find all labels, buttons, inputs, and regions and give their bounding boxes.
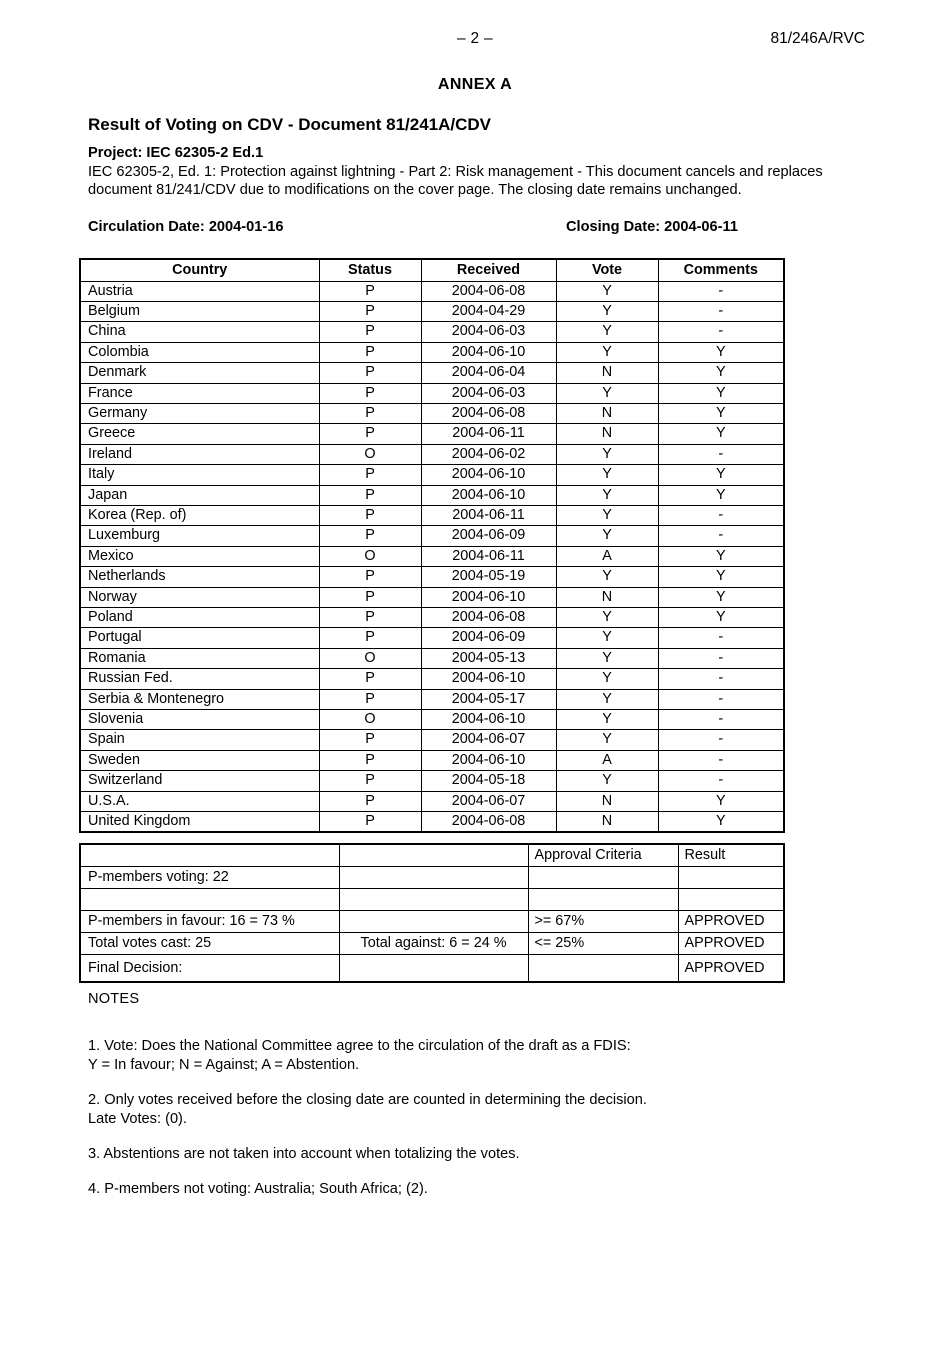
cell-country: Colombia xyxy=(80,342,319,362)
table-row xyxy=(80,424,784,444)
table-row xyxy=(80,342,784,362)
cell-country: Mexico xyxy=(80,546,319,566)
summary-cell-criteria xyxy=(528,955,678,983)
note-line: Late Votes: (0). xyxy=(88,1110,187,1127)
cell-vote: Y xyxy=(556,465,658,485)
cell-comments: - xyxy=(658,281,784,301)
cell-vote: Y xyxy=(556,301,658,321)
cell-comments: Y xyxy=(658,546,784,566)
cell-received: 2004-06-08 xyxy=(421,281,556,301)
note-item xyxy=(88,1091,848,1128)
voting-results-table xyxy=(79,258,785,833)
summary-cell-criteria: <= 25% xyxy=(528,933,678,955)
cell-comments: Y xyxy=(658,403,784,423)
table-row xyxy=(80,567,784,587)
cell-received: 2004-06-04 xyxy=(421,363,556,383)
cell-received: 2004-06-07 xyxy=(421,791,556,811)
cell-vote: Y xyxy=(556,485,658,505)
cell-status: P xyxy=(319,608,421,628)
cell-country: Denmark xyxy=(80,363,319,383)
table-row xyxy=(80,546,784,566)
table-header-row xyxy=(80,259,784,281)
cell-vote: Y xyxy=(556,322,658,342)
cell-vote: Y xyxy=(556,771,658,791)
cell-received: 2004-06-08 xyxy=(421,608,556,628)
table-row xyxy=(80,505,784,525)
cell-received: 2004-06-08 xyxy=(421,403,556,423)
column-header-status: Status xyxy=(319,259,421,281)
summary-cell-result: APPROVED xyxy=(678,955,784,983)
cell-status: P xyxy=(319,383,421,403)
cell-vote: N xyxy=(556,791,658,811)
column-header-country: Country xyxy=(80,259,319,281)
table-row xyxy=(80,363,784,383)
cell-country: Ireland xyxy=(80,444,319,464)
table-row xyxy=(80,322,784,342)
note-line: 1. Vote: Does the National Committee agree to the circulation of the draft as a FDIS: xyxy=(88,1038,631,1055)
summary-row xyxy=(80,844,784,867)
cell-comments: - xyxy=(658,689,784,709)
cell-vote: Y xyxy=(556,689,658,709)
cell-comments: - xyxy=(658,730,784,750)
cell-vote: Y xyxy=(556,281,658,301)
column-header-vote: Vote xyxy=(556,259,658,281)
cell-comments: - xyxy=(658,710,784,730)
table-row xyxy=(80,587,784,607)
cell-status: P xyxy=(319,771,421,791)
cell-comments: - xyxy=(658,505,784,525)
cell-received: 2004-06-08 xyxy=(421,812,556,833)
cell-status: P xyxy=(319,485,421,505)
notes-section xyxy=(88,990,848,1216)
cell-status: P xyxy=(319,301,421,321)
cell-vote: Y xyxy=(556,730,658,750)
cell-comments: Y xyxy=(658,608,784,628)
table-row xyxy=(80,730,784,750)
cell-received: 2004-05-13 xyxy=(421,648,556,668)
table-row xyxy=(80,608,784,628)
cell-received: 2004-06-09 xyxy=(421,526,556,546)
cell-status: O xyxy=(319,546,421,566)
document-id: 81/246A/RVC xyxy=(770,30,865,47)
summary-cell-mid xyxy=(339,911,528,933)
cell-received: 2004-06-03 xyxy=(421,322,556,342)
page-title: Result of Voting on CDV - Document 81/241A/CDV xyxy=(88,115,492,134)
cell-country: Belgium xyxy=(80,301,319,321)
cell-vote: Y xyxy=(556,648,658,668)
cell-received: 2004-06-10 xyxy=(421,342,556,362)
document-header xyxy=(0,30,950,52)
cell-comments: - xyxy=(658,444,784,464)
cell-comments: - xyxy=(658,526,784,546)
cell-vote: N xyxy=(556,403,658,423)
cell-vote: Y xyxy=(556,710,658,730)
cell-country: Italy xyxy=(80,465,319,485)
table-row xyxy=(80,710,784,730)
table-row xyxy=(80,771,784,791)
cell-received: 2004-05-17 xyxy=(421,689,556,709)
cell-status: P xyxy=(319,669,421,689)
cell-country: Switzerland xyxy=(80,771,319,791)
column-header-comments: Comments xyxy=(658,259,784,281)
cell-vote: Y xyxy=(556,383,658,403)
note-line: Y = In favour; N = Against; A = Abstention. xyxy=(88,1056,360,1073)
project-label: Project: IEC 62305-2 Ed.1 xyxy=(88,145,264,161)
cell-country: Slovenia xyxy=(80,710,319,730)
cell-comments: Y xyxy=(658,812,784,833)
cell-country: U.S.A. xyxy=(80,791,319,811)
cell-vote: N xyxy=(556,812,658,833)
cell-comments: Y xyxy=(658,485,784,505)
cell-status: P xyxy=(319,526,421,546)
cell-comments: - xyxy=(658,750,784,770)
summary-cell-label: P-members in favour: 16 = 73 % xyxy=(80,911,339,933)
cell-received: 2004-06-11 xyxy=(421,546,556,566)
summary-cell-result xyxy=(678,867,784,889)
cell-received: 2004-04-29 xyxy=(421,301,556,321)
cell-country: Spain xyxy=(80,730,319,750)
note-item xyxy=(88,1145,848,1163)
cell-status: P xyxy=(319,567,421,587)
table-row xyxy=(80,628,784,648)
summary-cell-label xyxy=(80,889,339,911)
note-line: 4. P-members not voting: Australia; South Africa; (2). xyxy=(88,1181,428,1198)
table-row xyxy=(80,281,784,301)
cell-comments: Y xyxy=(658,424,784,444)
cell-comments: - xyxy=(658,301,784,321)
table-row xyxy=(80,403,784,423)
circulation-date: Circulation Date: 2004-01-16 xyxy=(88,219,284,235)
cell-received: 2004-06-10 xyxy=(421,465,556,485)
cell-vote: Y xyxy=(556,608,658,628)
cell-status: P xyxy=(319,730,421,750)
page-number: – 2 – xyxy=(457,30,493,47)
summary-cell-mid xyxy=(339,844,528,867)
summary-row xyxy=(80,955,784,983)
cell-country: Portugal xyxy=(80,628,319,648)
table-row xyxy=(80,526,784,546)
project-block xyxy=(88,144,836,200)
cell-vote: Y xyxy=(556,669,658,689)
cell-received: 2004-06-02 xyxy=(421,444,556,464)
summary-cell-criteria xyxy=(528,889,678,911)
cell-vote: Y xyxy=(556,444,658,464)
cell-vote: Y xyxy=(556,526,658,546)
table-row xyxy=(80,485,784,505)
cell-vote: A xyxy=(556,546,658,566)
cell-comments: - xyxy=(658,771,784,791)
table-row xyxy=(80,383,784,403)
cell-country: Sweden xyxy=(80,750,319,770)
table-row xyxy=(80,648,784,668)
cell-status: P xyxy=(319,403,421,423)
cell-comments: - xyxy=(658,648,784,668)
dates-row xyxy=(88,219,788,235)
cell-vote: Y xyxy=(556,505,658,525)
cell-vote: Y xyxy=(556,567,658,587)
cell-status: P xyxy=(319,750,421,770)
note-line: 3. Abstentions are not taken into account when totalizing the votes. xyxy=(88,1146,520,1163)
cell-received: 2004-06-10 xyxy=(421,587,556,607)
cell-status: P xyxy=(319,424,421,444)
cell-received: 2004-06-11 xyxy=(421,505,556,525)
cell-country: Luxemburg xyxy=(80,526,319,546)
cell-country: United Kingdom xyxy=(80,812,319,833)
cell-comments: Y xyxy=(658,363,784,383)
cell-country: Norway xyxy=(80,587,319,607)
cell-vote: N xyxy=(556,424,658,444)
note-item xyxy=(88,1037,848,1074)
cell-comments: - xyxy=(658,322,784,342)
cell-country: China xyxy=(80,322,319,342)
cell-country: Netherlands xyxy=(80,567,319,587)
cell-comments: Y xyxy=(658,791,784,811)
summary-row xyxy=(80,911,784,933)
cell-country: Greece xyxy=(80,424,319,444)
cell-status: P xyxy=(319,628,421,648)
cell-received: 2004-06-03 xyxy=(421,383,556,403)
cell-comments: Y xyxy=(658,383,784,403)
summary-cell-criteria xyxy=(528,867,678,889)
annex-title: ANNEX A xyxy=(437,76,513,93)
summary-cell-criteria: >= 67% xyxy=(528,911,678,933)
cell-status: O xyxy=(319,710,421,730)
cell-received: 2004-05-18 xyxy=(421,771,556,791)
column-header-received: Received xyxy=(421,259,556,281)
notes-heading: NOTES xyxy=(88,991,140,1007)
project-description: IEC 62305-2, Ed. 1: Protection against lightning - Part 2: Risk management - This document cancels and replaces document 81/241/CDV due to modifications on the cover page. The closing date remains unchanged. xyxy=(88,163,823,199)
table-row xyxy=(80,689,784,709)
cell-status: P xyxy=(319,689,421,709)
cell-country: Korea (Rep. of) xyxy=(80,505,319,525)
cell-country: Romania xyxy=(80,648,319,668)
cell-comments: Y xyxy=(658,567,784,587)
cell-status: P xyxy=(319,363,421,383)
cell-received: 2004-06-10 xyxy=(421,669,556,689)
summary-cell-result: Result xyxy=(678,844,784,867)
cell-country: Japan xyxy=(80,485,319,505)
cell-received: 2004-06-07 xyxy=(421,730,556,750)
cell-received: 2004-05-19 xyxy=(421,567,556,587)
cell-received: 2004-06-10 xyxy=(421,485,556,505)
cell-country: Poland xyxy=(80,608,319,628)
summary-row xyxy=(80,889,784,911)
table-row xyxy=(80,791,784,811)
table-row xyxy=(80,465,784,485)
summary-cell-mid xyxy=(339,867,528,889)
cell-country: Germany xyxy=(80,403,319,423)
cell-comments: Y xyxy=(658,342,784,362)
cell-status: O xyxy=(319,444,421,464)
cell-vote: Y xyxy=(556,342,658,362)
cell-status: P xyxy=(319,465,421,485)
cell-status: O xyxy=(319,648,421,668)
table-row xyxy=(80,669,784,689)
table-row xyxy=(80,812,784,833)
cell-comments: Y xyxy=(658,465,784,485)
table-row xyxy=(80,750,784,770)
summary-cell-result: APPROVED xyxy=(678,933,784,955)
cell-country: Austria xyxy=(80,281,319,301)
note-line: 2. Only votes received before the closing date are counted in determining the decision. xyxy=(88,1092,647,1109)
table-row xyxy=(80,301,784,321)
summary-cell-mid xyxy=(339,955,528,983)
cell-received: 2004-06-09 xyxy=(421,628,556,648)
cell-status: P xyxy=(319,812,421,833)
summary-cell-label: Final Decision: xyxy=(80,955,339,983)
cell-received: 2004-06-10 xyxy=(421,750,556,770)
summary-row xyxy=(80,933,784,955)
cell-status: P xyxy=(319,342,421,362)
cell-comments: - xyxy=(658,669,784,689)
closing-date: Closing Date: 2004-06-11 xyxy=(566,219,738,235)
summary-cell-mid: Total against: 6 = 24 % xyxy=(339,933,528,955)
note-item xyxy=(88,1180,848,1198)
summary-cell-result: APPROVED xyxy=(678,911,784,933)
cell-status: P xyxy=(319,791,421,811)
summary-cell-result xyxy=(678,889,784,911)
cell-status: P xyxy=(319,505,421,525)
cell-received: 2004-06-11 xyxy=(421,424,556,444)
cell-country: France xyxy=(80,383,319,403)
cell-status: P xyxy=(319,322,421,342)
cell-vote: N xyxy=(556,363,658,383)
cell-country: Russian Fed. xyxy=(80,669,319,689)
cell-country: Serbia & Montenegro xyxy=(80,689,319,709)
summary-cell-label xyxy=(80,844,339,867)
summary-cell-mid xyxy=(339,889,528,911)
summary-cell-criteria: Approval Criteria xyxy=(528,844,678,867)
cell-vote: A xyxy=(556,750,658,770)
cell-comments: Y xyxy=(658,587,784,607)
cell-status: P xyxy=(319,587,421,607)
cell-received: 2004-06-10 xyxy=(421,710,556,730)
cell-comments: - xyxy=(658,628,784,648)
cell-vote: Y xyxy=(556,628,658,648)
summary-cell-label: Total votes cast: 25 xyxy=(80,933,339,955)
summary-row xyxy=(80,867,784,889)
summary-cell-label: P-members voting: 22 xyxy=(80,867,339,889)
cell-status: P xyxy=(319,281,421,301)
cell-vote: N xyxy=(556,587,658,607)
table-row xyxy=(80,444,784,464)
approval-summary-table xyxy=(79,843,785,983)
